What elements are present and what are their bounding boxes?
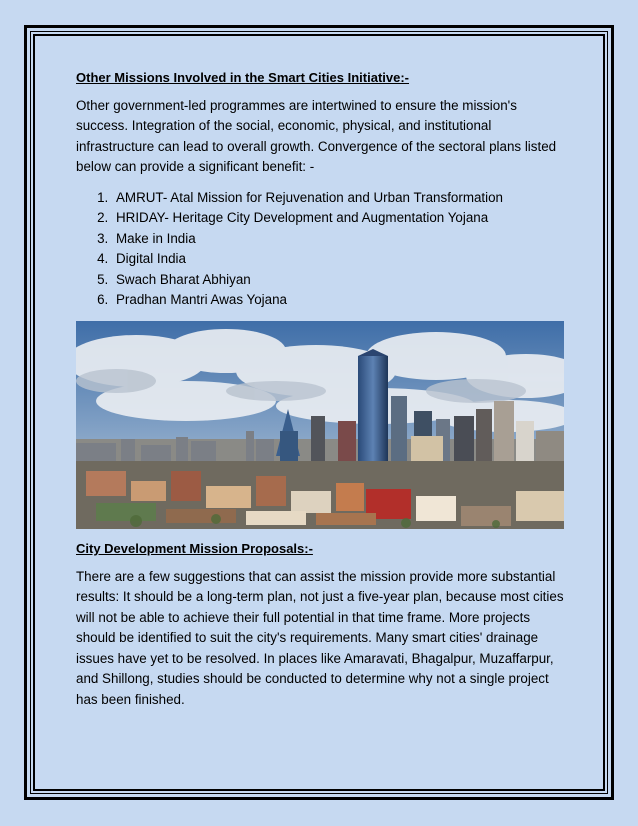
section-paragraph-proposals: There are a few suggestions that can assist the mission provide more substantial results: It should be a long-term plan, not just a five-year plan, because most cities will not be able to achieve their full potential in that time frame. More projects should be identified to suit the city's requirements. Many smart cities' drainage issues have yet to be resolved. In places like Amaravati, Bhagalpur, Muzaffarpur, and Shillong, studies should be conducted to determine why not a single project has been finished. <box>76 568 564 707</box>
list-item: 6. Pradhan Mantri Awas Yojana <box>112 290 564 311</box>
list-item: 1. AMRUT- Atal Mission for Rejuvenation and Urban Transformation <box>112 188 564 209</box>
missions-list <box>76 188 564 312</box>
list-item: 5. Swach Bharat Abhiyan <box>112 270 564 291</box>
city-skyline-image <box>76 321 564 529</box>
section-heading-other-missions: Other Missions Involved in the Smart Cities Initiative:- <box>76 70 410 85</box>
document-body <box>76 68 564 720</box>
list-item: 4. Digital India <box>112 249 564 270</box>
section-heading-proposals: City Development Mission Proposals:- <box>76 541 313 557</box>
section-paragraph-other-missions: Other government-led programmes are intertwined to ensure the mission's success. Integration of the social, economic, physical, and institutional infrastructure can lead to overall growth. Convergence of the sectoral plans listed below can provide a significant benefit: - <box>76 97 557 174</box>
list-item: 2. HRIDAY- Heritage City Development and Augmentation Yojana <box>112 208 564 229</box>
list-item: 3. Make in India <box>112 229 564 250</box>
